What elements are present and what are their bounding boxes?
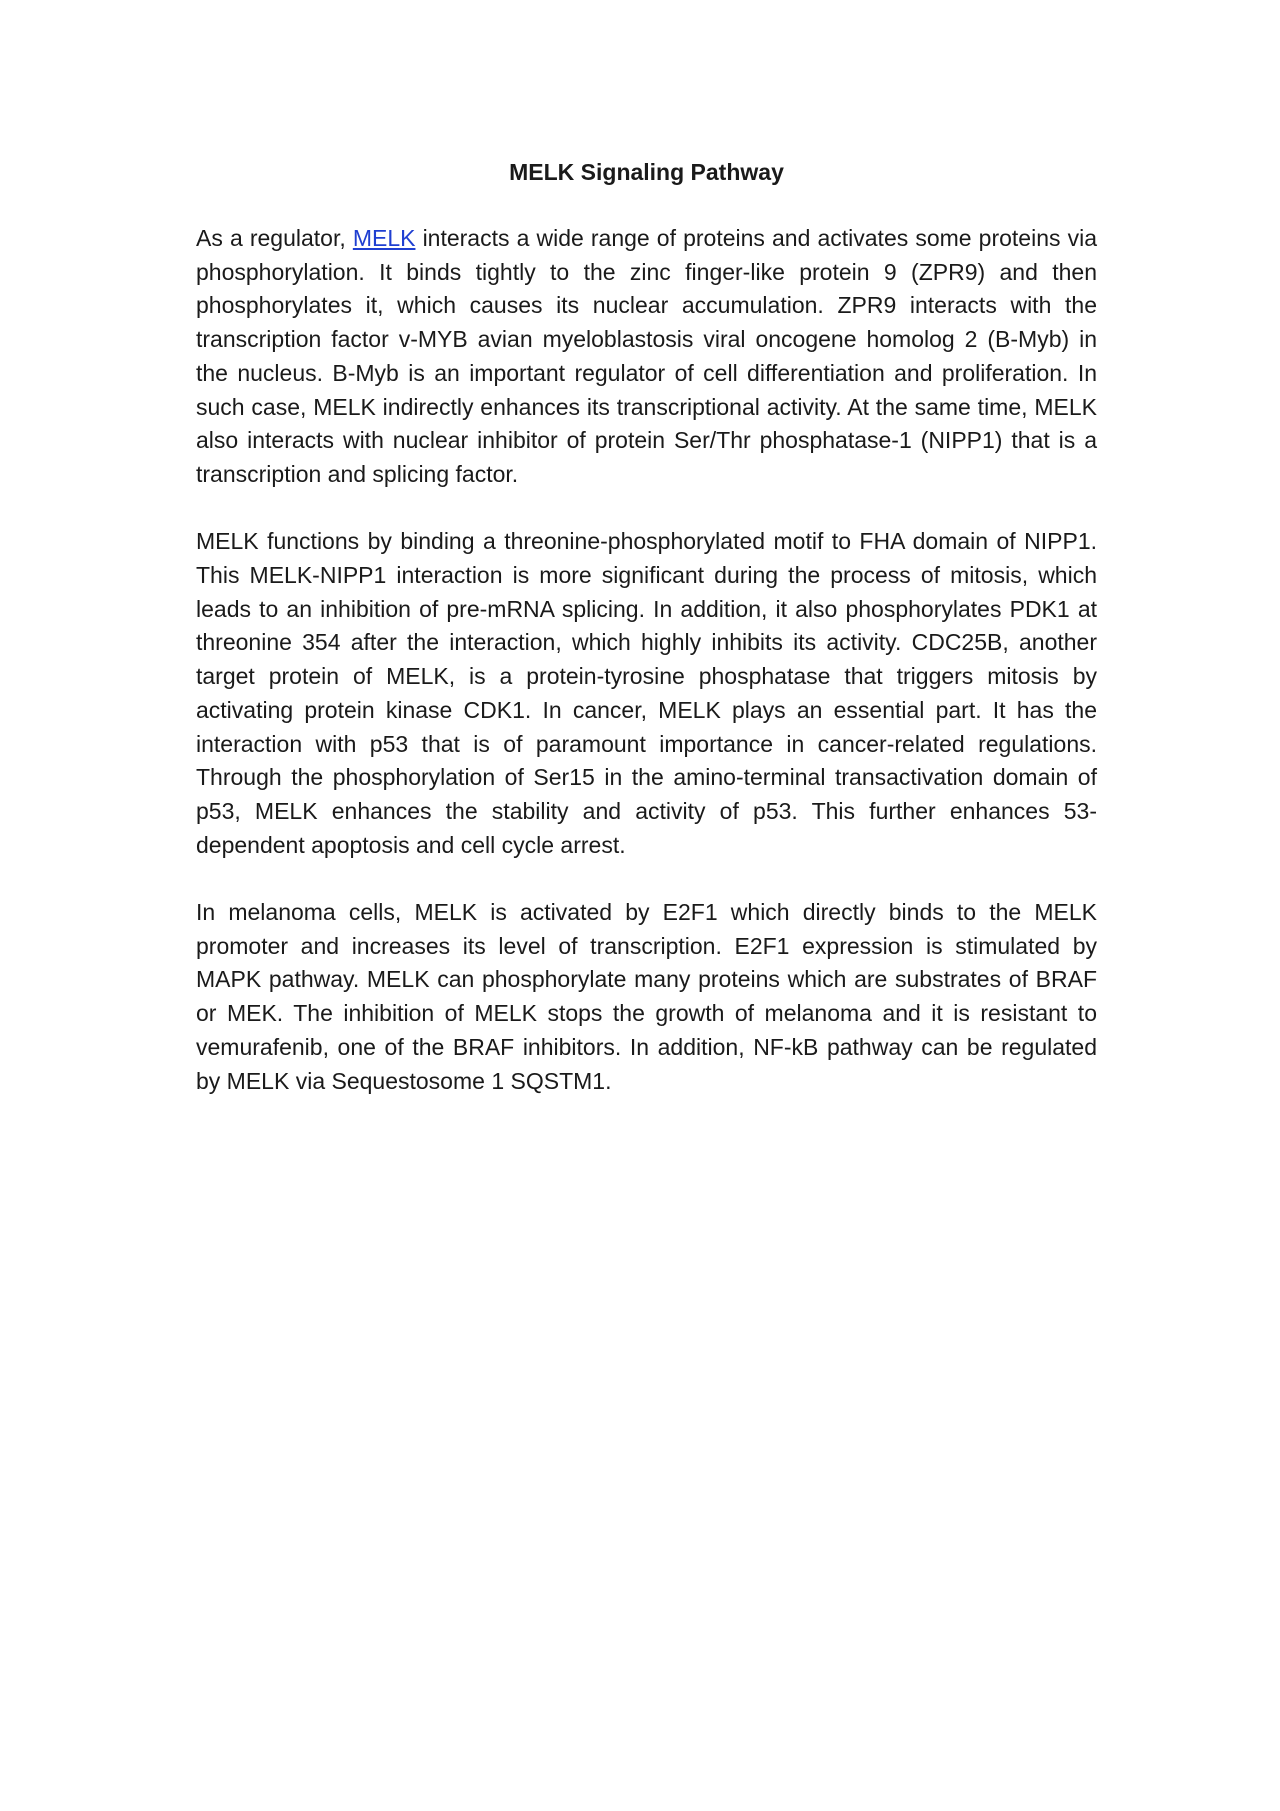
paragraph-1-text-end: interacts a wide range of proteins and activates some proteins via phosphorylation. It binds tightly to the zinc finger-like protein 9 (ZPR9) and then phosphorylates it, which causes its nuclear accumulation. ZPR9 interacts with the transcription factor v-MYB avian myeloblastosis viral oncogene homolog 2 (B-Myb) in the nucleus. B-Myb is an important regulator of cell differentiation and proliferation. In such case, MELK indirectly enhances its transcriptional activity. At the same time, MELK also interacts with nuclear inhibitor of protein Ser/Thr phosphatase-1 (NIPP1) that is a transcription and splicing factor. [196,225,1098,487]
paragraph-2: MELK functions by binding a threonine-phosphorylated motif to FHA domain of NIPP1. This MELK-NIPP1 interaction is more significant during the process of mitosis, which leads to an inhibition of pre-mRNA splicing. In addition, it also phosphorylates PDK1 at threonine 354 after the interaction, which highly inhibits its activity. CDC25B, another target protein of MELK, is a protein-tyrosine phosphatase that triggers mitosis by activating protein kinase CDK1. In cancer, MELK plays an essential part. It has the interaction with p53 that is of paramount importance in cancer-related regulations. Through the phosphorylation of Ser15 in the amino-terminal transactivation domain of p53, MELK enhances the stability and activity of p53. This further enhances 53-dependent apoptosis and cell cycle arrest. [196,528,1097,858]
melk-link[interactable]: MELK [352,225,416,251]
paragraph-3: In melanoma cells, MELK is activated by E2F1 which directly binds to the MELK promoter and increases its level of transcription. E2F1 expression is stimulated by MAPK pathway. MELK can phosphorylate many proteins which are substrates of BRAF or MEK. The inhibition of MELK stops the growth of melanoma and it is resistant to vemurafenib, one of the BRAF inhibitors. In addition, NF-kB pathway can be regulated by MELK via Sequestosome 1 SQSTM1. [196,899,1097,1094]
document-title: MELK Signaling Pathway [509,159,784,185]
document-page [196,155,1097,1132]
paragraph-1 [196,222,1097,492]
paragraph-1-text-start: As a regulator, [196,225,353,251]
